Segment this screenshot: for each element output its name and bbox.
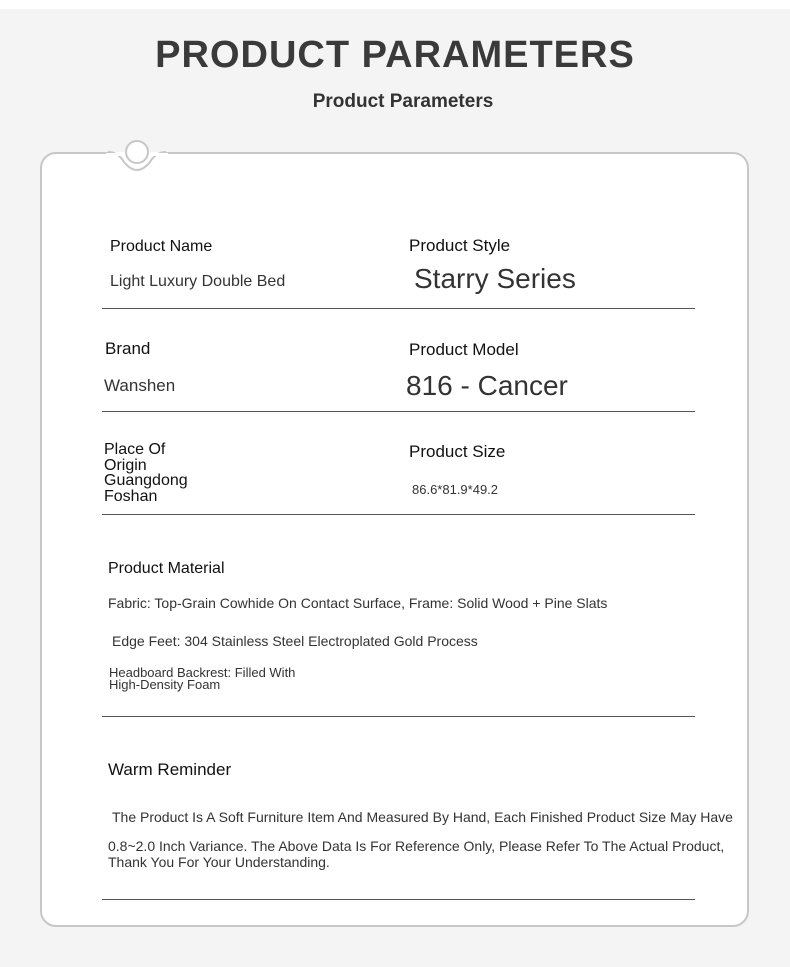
product-name-value: Light Luxury Double Bed: [110, 273, 286, 290]
product-style-value: Starry Series: [414, 263, 576, 294]
divider-material: [102, 716, 695, 717]
material-fabric-line: Fabric: Top-Grain Cowhide On Contact Surface, Frame: Solid Wood + Pine Slats: [108, 595, 608, 611]
top-band: [0, 0, 790, 9]
brand-value: Wanshen: [104, 376, 176, 395]
product-name-label: Product Name: [110, 238, 213, 255]
reminder-line-2: 0.8~2.0 Inch Variance. The Above Data Is For Reference Only, Please Refer To The Actual Product,: [108, 838, 725, 854]
divider-reminder: [102, 899, 695, 900]
place-of-origin-label-line-1: Place Of: [104, 441, 166, 458]
place-of-origin-label: [104, 442, 165, 474]
divider-row-2: [102, 411, 695, 412]
divider-row-3: [102, 514, 695, 515]
brand-label: Brand: [105, 339, 151, 358]
material-headboard: [109, 667, 295, 691]
page-subtitle: Product Parameters: [312, 91, 494, 112]
product-material-label: Product Material: [108, 560, 225, 577]
product-size-label: Product Size: [409, 442, 506, 461]
hang-tag-notch-icon: [106, 136, 168, 176]
place-of-origin-value: [104, 473, 188, 505]
warm-reminder-label: Warm Reminder: [108, 760, 232, 779]
place-of-origin-value-line-1: Guangdong: [104, 472, 188, 489]
product-model-value: 816 - Cancer: [406, 370, 568, 401]
product-style-label: Product Style: [409, 236, 511, 255]
divider-row-1: [102, 308, 695, 309]
place-of-origin-value-line-2: Foshan: [104, 488, 158, 505]
material-headboard-line-1: Headboard Backrest: Filled With: [109, 665, 296, 680]
place-of-origin-label-line-2: Origin: [104, 457, 147, 474]
product-size-value: 86.6*81.9*49.2: [412, 482, 499, 497]
reminder-line-3: Thank You For Your Understanding.: [108, 854, 330, 870]
product-model-label: Product Model: [409, 340, 519, 359]
page-title: PRODUCT PARAMETERS: [155, 34, 635, 76]
reminder-line-1: The Product Is A Soft Furniture Item And Measured By Hand, Each Finished Product Size May Have: [112, 809, 733, 825]
material-feet-line: Edge Feet: 304 Stainless Steel Electroplated Gold Process: [112, 633, 478, 649]
material-headboard-line-2: High-Density Foam: [109, 677, 221, 692]
